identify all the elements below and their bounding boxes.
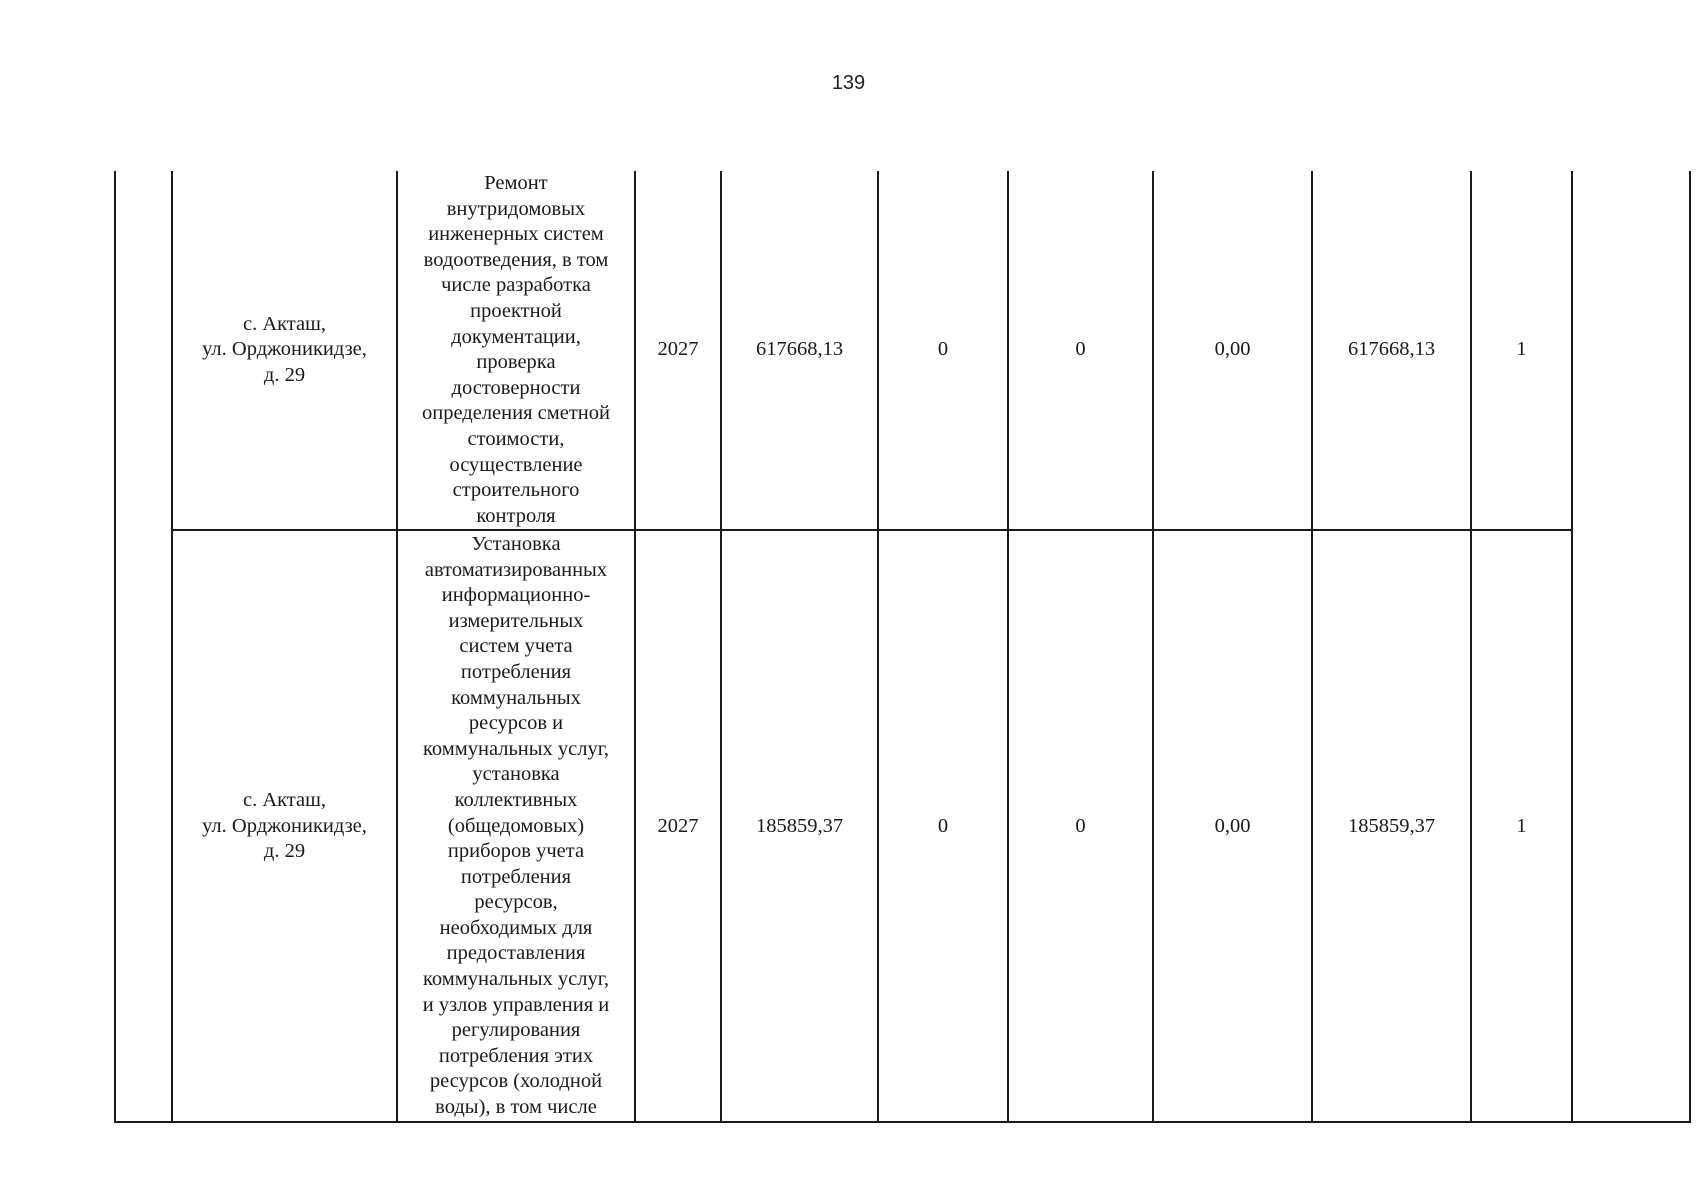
- page-number: 139: [831, 72, 866, 94]
- table-row: [115, 530, 1690, 1122]
- owners-funds-cell: 617668,13: [1312, 171, 1471, 530]
- trailing-cell: [1572, 171, 1690, 1122]
- work-type-cell: Ремонт внутридомовых инженерных систем водоотведения, в том числе разработка проектной документации, проверка достоверности определения сметной стоимости, осуществление строительного контроля: [397, 171, 635, 530]
- work-type-cell: Установка автоматизированных информационно- измерительных систем учета потребления коммунальных ресурсов и коммунальных услуг, установка коллективных (общедомовых) приборов учета потребления ресурсов, необходимых для предоставления коммунальных услуг, и узлов управления и регулирования потребления этих ресурсов (холодной воды), в том числе: [397, 530, 635, 1122]
- regional-budget-cell: 0: [1008, 530, 1153, 1122]
- fund-cost-cell: 0: [878, 171, 1008, 530]
- fund-cost-cell: 0: [878, 530, 1008, 1122]
- total-cost-cell: 185859,37: [721, 530, 878, 1122]
- row-index-cell: [115, 171, 172, 1122]
- local-budget-cell: 0,00: [1153, 171, 1312, 530]
- year-cell: 2027: [635, 530, 721, 1122]
- local-budget-cell: 0,00: [1153, 530, 1312, 1122]
- regional-budget-cell: 0: [1008, 171, 1153, 530]
- table-row: [115, 171, 1690, 530]
- address-cell: с. Акташ, ул. Орджоникидзе, д. 29: [172, 171, 397, 530]
- total-cost-cell: 617668,13: [721, 171, 878, 530]
- count-cell: 1: [1471, 171, 1572, 530]
- address-cell: с. Акташ, ул. Орджоникидзе, д. 29: [172, 530, 397, 1122]
- count-cell: 1: [1471, 530, 1572, 1122]
- year-cell: 2027: [635, 171, 721, 530]
- works-table: [114, 171, 1691, 1123]
- works-table-container: [114, 171, 1691, 1123]
- owners-funds-cell: 185859,37: [1312, 530, 1471, 1122]
